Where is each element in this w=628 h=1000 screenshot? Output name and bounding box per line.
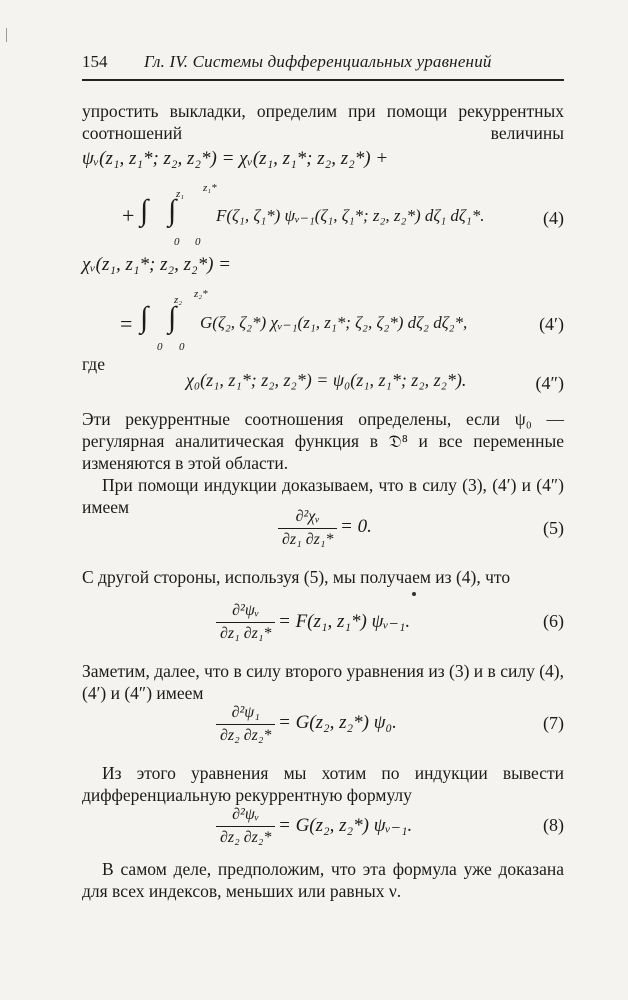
equation-4-prime-line-2: G(ζ₂, ζ₂*) χᵥ₋₁(z₁, z₁*; ζ₂, ζ₂*) dζ₂ dζ₂*,	[200, 313, 468, 332]
paragraph-intro: упростить выкладки, определим при помощи рекуррентных соотношений величины	[82, 101, 564, 143]
equation-4-double-prime: χ₀(z₁, z₁*; z₂, z₂*) = ψ₀(z₁, z₁*; z₂, z₂*).	[186, 370, 467, 390]
running-header	[82, 52, 564, 78]
equation-5-denominator: ∂z₁ ∂z₁*	[278, 528, 337, 549]
equation-4-upper-limit-inner: z₁*	[203, 182, 217, 194]
header-rule	[82, 79, 564, 81]
word-gde: где	[82, 354, 105, 374]
equation-6-fraction	[216, 602, 275, 643]
equation-4-prime-lower-limit-inner: 0	[179, 341, 185, 353]
equation-6-numerator: ∂²ψᵥ	[232, 602, 260, 619]
paragraph-other-side: С другой стороны, используя (5), мы получаем из (4), что	[82, 567, 511, 587]
equation-5-rhs: = 0.	[340, 516, 372, 537]
equation-4-line-2: F(ζ₁, ζ₁*) ψᵥ₋₁(ζ₁, ζ₁*; z₂, z₂*) dζ₁ dζ₁*.	[216, 206, 485, 225]
equation-4-lower-limit-outer: 0	[174, 236, 180, 248]
equation-5-number: (5)	[543, 518, 564, 538]
equation-4-prime-lower-limit-outer: 0	[157, 341, 163, 353]
integral-sign-inner: ∫	[168, 194, 177, 227]
equation-6-number: (6)	[543, 611, 564, 631]
print-speck	[412, 592, 416, 596]
equation-4-double-prime-number: (4″)	[535, 373, 564, 393]
equation-4-prime-upper-limit-inner: z₂*	[194, 288, 208, 300]
integral-sign-outer: ∫	[140, 194, 149, 227]
equation-4-plus: +	[122, 203, 135, 228]
equation-7-denominator: ∂z₂ ∂z₂*	[216, 724, 275, 745]
paragraph-suppose: В самом деле, предположим, что эта формула уже доказана для всех индексов, меньших или равных ν.	[82, 859, 564, 901]
equation-4-number: (4)	[543, 208, 564, 228]
paragraph-induction: При помощи индукции доказываем, что в силу (3), (4′) и (4″) имеем	[82, 475, 564, 517]
equation-8-number: (8)	[543, 815, 564, 835]
equation-7-fraction	[216, 704, 275, 745]
equation-4-prime-equals: =	[120, 311, 133, 336]
running-title: Гл. IV. Системы дифференциальных уравнений	[144, 52, 492, 71]
equation-4-prime-upper-limit-outer: z₂	[174, 294, 183, 306]
integral-sign-inner: ∫	[168, 301, 177, 334]
equation-6-rhs: = F(z₁, z₁*) ψᵥ₋₁.	[278, 611, 411, 632]
equation-4-upper-limit-outer: z₁	[176, 188, 185, 200]
equation-8-rhs: = G(z₂, z₂*) ψᵥ₋₁.	[278, 815, 413, 836]
equation-7-rhs: = G(z₂, z₂*) ψ₀.	[278, 712, 397, 733]
page-number: 154	[82, 52, 108, 71]
equation-5-fraction	[278, 508, 337, 549]
equation-8-denominator: ∂z₂ ∂z₂*	[216, 826, 275, 847]
integral-sign-outer: ∫	[140, 301, 149, 334]
paragraph-note: Заметим, далее, что в силу второго уравнения из (3) и в силу (4), (4′) и (4″) имеем	[82, 661, 564, 703]
equation-7-numerator: ∂²ψ₁	[231, 704, 260, 721]
equation-8-fraction	[216, 806, 275, 847]
paragraph-derive: Из этого уравнения мы хотим по индукции вывести дифференциальную рекуррентную формулу	[82, 763, 564, 805]
equation-7-number: (7)	[543, 713, 564, 733]
equation-8-numerator: ∂²ψᵥ	[232, 806, 260, 823]
paragraph-recurrence-defined: Эти рекуррентные соотношения определены, если ψ₀ — регулярная аналитическая функция в 𝔇⁸ и все переменные изменяются в этой области.	[82, 409, 564, 473]
equation-4-prime-line-1: χᵥ(z₁, z₁*; z₂, z₂*) =	[82, 254, 231, 275]
equation-6-denominator: ∂z₁ ∂z₁*	[216, 622, 275, 643]
equation-5-numerator: ∂²χᵥ	[295, 508, 320, 525]
equation-4-lower-limit-inner: 0	[195, 236, 201, 248]
equation-4-prime-number: (4′)	[539, 314, 564, 334]
equation-4-line-1: ψᵥ(z₁, z₁*; z₂, z₂*) = χᵥ(z₁, z₁*; z₂, z₂*) +	[82, 148, 389, 169]
page-edge-mark	[6, 28, 7, 42]
